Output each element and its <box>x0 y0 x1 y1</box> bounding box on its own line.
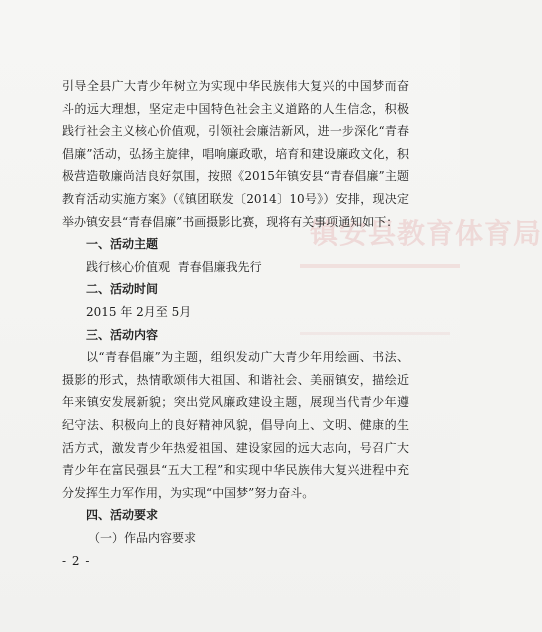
section-heading-requirements: 四、活动要求 <box>86 508 159 523</box>
section-heading-content: 三、活动内容 <box>86 327 159 342</box>
document-body <box>62 75 409 549</box>
page-number: - 2 - <box>62 554 91 568</box>
section-body-theme: 践行核心价值观 青春倡廉我先行 <box>86 259 262 274</box>
section-heading-theme: 一、活动主题 <box>86 237 159 252</box>
subheading-work-content: （一）作品内容要求 <box>88 530 197 545</box>
section-heading-time: 二、活动时间 <box>86 282 159 297</box>
section-body-content: 以“青春倡廉”为主题，组织发动广大青少年用绘画、书法、摄影的形式，热情歌颂伟大祖国、和谐社会、美丽镇安，描绘近年来镇安发展新貌；突出党风廉政建设主题，展现当代青少年遵纪守法、积极向上的良好精神风貌，倡导向上、文明、健康的生活方式，激发青少年热爱祖国、建设家园的远大志向，号召广大青少年在富民强县“五大工程”和实现中华民族伟大复兴进程中充分发挥生力军作用，为实现“中国梦”努力奋斗。 <box>62 350 409 500</box>
intro-paragraph: 引导全县广大青少年树立为实现中华民族伟大复兴的中国梦而奋斗的远大理想，坚定走中国特色社会主义道路的人生信念，积极践行社会主义核心价值观，引领社会廉洁新风，进一步深化“青春倡廉”活动，弘扬主旋律，唱响廉政歌，培育和建设廉政文化，积极营造敬廉尚洁良好氛围，按照《2015年镇安县“青春倡廉”主题教育活动实施方案》（《镇团联发〔2014〕10号》）安排，现决定举办镇安县“青春倡廉”书画摄影比赛，现将有关事项通知如下： <box>62 79 409 229</box>
bleed-through-text: 镇安县教育体育局 <box>310 217 542 250</box>
section-body-time: 2015 年 2月至 5月 <box>86 304 192 319</box>
